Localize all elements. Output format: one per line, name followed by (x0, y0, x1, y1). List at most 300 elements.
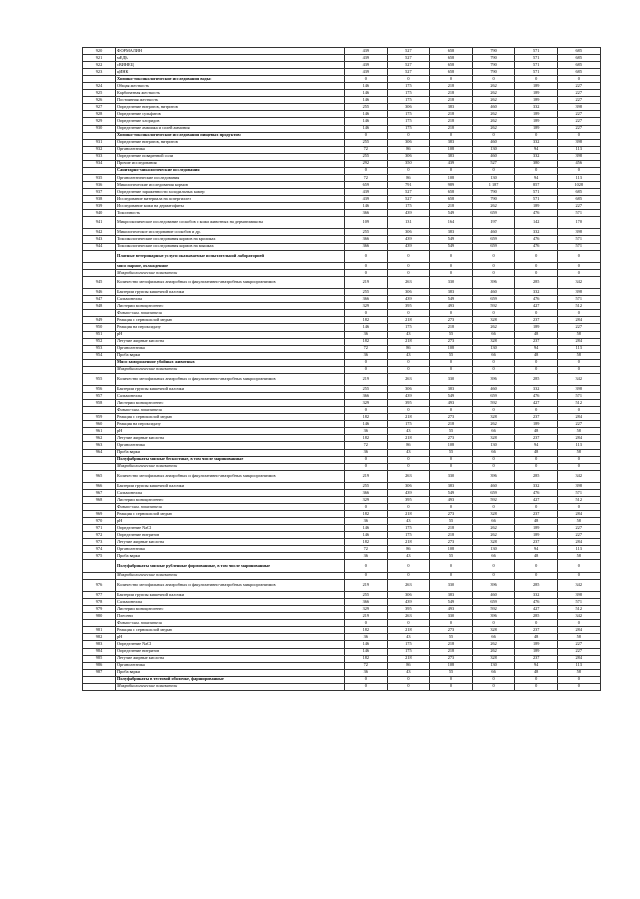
price-cell: 36 (345, 669, 388, 676)
price-cell: 383 (430, 482, 473, 489)
price-cell: 571 (515, 62, 558, 69)
price-cell: 1028 (557, 181, 600, 188)
price-cell: 0 (557, 456, 600, 463)
price-cell: 0 (345, 560, 388, 572)
price-cell: 0 (557, 620, 600, 627)
table-row (83, 195, 601, 202)
price-cell: 0 (515, 407, 558, 414)
price-cell: 549 (430, 296, 473, 303)
price-cell: 0 (557, 167, 600, 174)
price-cell: 48 (515, 669, 558, 676)
price-cell: 237 (515, 539, 558, 546)
service-name-cell: Реакция с сернокислой медью (116, 627, 345, 634)
price-cell: 146 (345, 203, 388, 210)
price-cell: 0 (472, 366, 515, 373)
price-cell: 227 (557, 125, 600, 132)
row-number-cell: 960 (83, 421, 116, 428)
price-cell: 328 (472, 338, 515, 345)
price-cell: 332 (515, 289, 558, 296)
price-cell: 0 (387, 504, 430, 511)
table-row (83, 345, 601, 352)
price-cell: 113 (557, 662, 600, 669)
price-cell: 685 (557, 62, 600, 69)
price-cell: 55 (430, 449, 473, 456)
row-number-cell (83, 250, 116, 262)
price-cell: 182 (345, 317, 388, 324)
row-number-cell: 981 (83, 627, 116, 634)
price-cell: 685 (557, 48, 600, 55)
price-cell: 189 (515, 421, 558, 428)
row-number-cell: 936 (83, 181, 116, 188)
price-cell: 113 (557, 174, 600, 181)
price-cell: 383 (430, 139, 473, 146)
table-row (83, 470, 601, 482)
price-cell: 571 (515, 48, 558, 55)
row-number-cell: 921 (83, 55, 116, 62)
service-name-cell: Проба варки (116, 553, 345, 560)
table-row (83, 497, 601, 504)
price-cell: 342 (557, 470, 600, 482)
price-cell: 0 (345, 132, 388, 139)
price-cell: 0 (430, 463, 473, 470)
price-cell: 94 (515, 442, 558, 449)
price-cell: 255 (345, 229, 388, 236)
price-cell: 306 (387, 229, 430, 236)
price-cell: 0 (345, 572, 388, 579)
table-row (83, 83, 601, 90)
row-number-cell: 977 (83, 592, 116, 599)
price-cell: 189 (515, 525, 558, 532)
price-cell: 146 (345, 83, 388, 90)
price-cell: 0 (515, 560, 558, 572)
price-cell: 36 (345, 449, 388, 456)
table-row (83, 641, 601, 648)
price-cell: 219 (345, 613, 388, 620)
price-cell: 72 (345, 662, 388, 669)
service-name-cell: Органолептика (116, 345, 345, 352)
price-cell: 366 (345, 243, 388, 250)
price-cell: 306 (387, 386, 430, 393)
price-cell: 366 (345, 210, 388, 217)
price-cell: 439 (387, 490, 430, 497)
price-cell: 330 (430, 276, 473, 288)
price-cell: 0 (345, 359, 388, 366)
price-cell: 0 (557, 250, 600, 262)
price-cell: 0 (345, 269, 388, 276)
price-cell: 218 (430, 525, 473, 532)
row-number-cell: 957 (83, 393, 116, 400)
price-cell: 262 (472, 532, 515, 539)
price-cell: 398 (557, 104, 600, 111)
price-cell: 0 (472, 76, 515, 83)
price-cell: 0 (345, 262, 388, 269)
price-cell: 0 (557, 269, 600, 276)
price-cell: 659 (345, 181, 388, 188)
table-row (83, 560, 601, 572)
price-cell: 218 (430, 532, 473, 539)
price-cell: 72 (345, 546, 388, 553)
price-cell: 108 (430, 146, 473, 153)
price-cell: 0 (430, 250, 473, 262)
price-cell: 86 (387, 662, 430, 669)
table-row (83, 310, 601, 317)
service-name-cell: Листерии моноцитогенес (116, 400, 345, 407)
price-cell: 342 (557, 373, 600, 385)
price-cell: 659 (472, 490, 515, 497)
price-cell: 86 (387, 442, 430, 449)
price-cell: 146 (345, 648, 388, 655)
price-cell: 218 (430, 83, 473, 90)
price-cell: 43 (387, 352, 430, 359)
price-cell: 571 (557, 243, 600, 250)
table-row (83, 592, 601, 599)
row-number-cell: 938 (83, 195, 116, 202)
price-cell: 48 (515, 553, 558, 560)
row-number-cell: 925 (83, 90, 116, 97)
price-cell: 218 (430, 90, 473, 97)
price-cell: 227 (557, 203, 600, 210)
price-cell: 0 (472, 359, 515, 366)
price-cell: 66 (472, 669, 515, 676)
price-cell: 146 (345, 125, 388, 132)
table-row (83, 449, 601, 456)
price-cell: 658 (430, 48, 473, 55)
price-cell: 262 (472, 203, 515, 210)
price-cell: 685 (557, 69, 600, 76)
price-cell: 227 (557, 111, 600, 118)
row-number-cell: 920 (83, 48, 116, 55)
table-row (83, 662, 601, 669)
table-row (83, 97, 601, 104)
price-cell: 189 (515, 641, 558, 648)
price-cell: 0 (387, 683, 430, 690)
price-cell: 86 (387, 146, 430, 153)
price-cell: 0 (472, 560, 515, 572)
row-number-cell (83, 572, 116, 579)
price-cell: 218 (387, 414, 430, 421)
row-number-cell: 937 (83, 188, 116, 195)
price-cell: 0 (557, 76, 600, 83)
price-cell: 306 (387, 153, 430, 160)
price-cell: 55 (430, 428, 473, 435)
price-cell: 790 (472, 55, 515, 62)
service-name-cell: Токсикологические исследования кормов на кроликах (116, 236, 345, 243)
price-cell: 332 (515, 592, 558, 599)
table-row (83, 296, 601, 303)
price-cell: 0 (387, 359, 430, 366)
price-cell: 219 (345, 470, 388, 482)
row-number-cell (83, 269, 116, 276)
table-row (83, 132, 601, 139)
service-name-cell: Сальмонеллы (116, 490, 345, 497)
price-cell: 218 (430, 203, 473, 210)
price-cell: 262 (472, 641, 515, 648)
service-name-cell: pH (116, 634, 345, 641)
price-cell: 218 (387, 627, 430, 634)
table-row (83, 634, 601, 641)
table-row (83, 69, 601, 76)
price-cell: 366 (345, 236, 388, 243)
price-cell: 0 (345, 76, 388, 83)
price-list-page (82, 47, 600, 691)
row-number-cell: 942 (83, 229, 116, 236)
service-name-cell: Определение NaCl (116, 641, 345, 648)
price-cell: 43 (387, 518, 430, 525)
price-cell: 113 (557, 442, 600, 449)
price-cell: 284 (557, 317, 600, 324)
row-number-cell: 928 (83, 111, 116, 118)
price-cell: 685 (557, 55, 600, 62)
price-cell: 332 (515, 482, 558, 489)
price-cell: 0 (430, 504, 473, 511)
price-cell: 396 (472, 373, 515, 385)
table-row (83, 463, 601, 470)
price-cell: 43 (387, 428, 430, 435)
row-number-cell (83, 676, 116, 683)
table-row (83, 606, 601, 613)
service-name-cell: Определение зараженности холодильных камер (116, 188, 345, 195)
service-name-cell: Плесени (116, 613, 345, 620)
price-cell: 398 (557, 289, 600, 296)
price-cell: 55 (430, 518, 473, 525)
service-name-cell: цИНК (116, 69, 345, 76)
price-cell: 218 (387, 317, 430, 324)
price-cell: 0 (515, 366, 558, 373)
price-cell: 255 (345, 482, 388, 489)
price-cell: 592 (472, 606, 515, 613)
row-number-cell: 930 (83, 125, 116, 132)
price-cell: 330 (430, 613, 473, 620)
table-row (83, 655, 601, 662)
price-cell: 439 (387, 393, 430, 400)
price-cell: 66 (472, 428, 515, 435)
row-number-cell: 973 (83, 539, 116, 546)
price-cell: 383 (430, 592, 473, 599)
table-row (83, 546, 601, 553)
price-cell: 329 (345, 497, 388, 504)
table-row (83, 324, 601, 331)
price-cell: 182 (345, 539, 388, 546)
price-cell: 175 (387, 648, 430, 655)
price-cell: 0 (515, 620, 558, 627)
price-cell: 284 (557, 435, 600, 442)
row-number-cell (83, 456, 116, 463)
price-cell: 857 (515, 181, 558, 188)
price-cell: 36 (345, 553, 388, 560)
service-name-cell: Исследование кожи на дерматофиты (116, 203, 345, 210)
price-cell: 658 (430, 55, 473, 62)
price-cell: 182 (345, 414, 388, 421)
table-row (83, 525, 601, 532)
price-table (82, 47, 601, 691)
price-cell: 237 (515, 317, 558, 324)
service-name-cell: Полуфабрикаты мясные бескостные, в том числе маринованные (116, 456, 345, 463)
price-cell: 476 (515, 236, 558, 243)
price-cell: 571 (557, 393, 600, 400)
row-number-cell: 976 (83, 579, 116, 591)
price-cell: 263 (387, 276, 430, 288)
table-row (83, 250, 601, 262)
price-cell: 427 (515, 303, 558, 310)
price-cell: 189 (515, 83, 558, 90)
price-cell: 182 (345, 511, 388, 518)
price-cell: 0 (472, 683, 515, 690)
row-number-cell: 968 (83, 497, 116, 504)
price-cell: 197 (472, 217, 515, 229)
service-name-cell: Органолептика (116, 546, 345, 553)
table-row (83, 139, 601, 146)
price-cell: 493 (430, 400, 473, 407)
price-cell: 396 (472, 579, 515, 591)
price-cell: 460 (472, 592, 515, 599)
price-cell: 0 (515, 132, 558, 139)
price-cell: 227 (557, 324, 600, 331)
price-cell: 527 (387, 195, 430, 202)
price-cell: 456 (557, 160, 600, 167)
price-cell: 439 (345, 195, 388, 202)
price-cell: 146 (345, 324, 388, 331)
price-cell: 0 (472, 407, 515, 414)
table-row (83, 669, 601, 676)
price-cell: 86 (387, 546, 430, 553)
price-cell: 227 (557, 641, 600, 648)
price-cell: 55 (430, 669, 473, 676)
table-row (83, 269, 601, 276)
price-cell: 512 (557, 303, 600, 310)
price-cell: 0 (387, 366, 430, 373)
price-cell: 285 (515, 613, 558, 620)
price-cell: 527 (387, 55, 430, 62)
service-name-cell: Общая жесткость (116, 83, 345, 90)
price-cell: 571 (557, 599, 600, 606)
price-cell: 0 (472, 504, 515, 511)
service-name-cell: Сальмонеллы (116, 599, 345, 606)
price-cell: 218 (387, 655, 430, 662)
service-name-cell: Химико-токсикологические исследования пищевых продуктов: (116, 132, 345, 139)
service-name-cell: Мясо замороженное убойных животных (116, 359, 345, 366)
table-row (83, 338, 601, 345)
price-cell: 237 (515, 435, 558, 442)
price-cell: 227 (557, 90, 600, 97)
table-row (83, 613, 601, 620)
service-name-cell: Микроскопическое исследование соскобов с кожи животных на дерматомикозы (116, 217, 345, 229)
price-cell: 255 (345, 386, 388, 393)
row-number-cell: 941 (83, 217, 116, 229)
price-cell: 0 (345, 463, 388, 470)
price-cell: 0 (430, 167, 473, 174)
service-name-cell: Определение хлоридов (116, 118, 345, 125)
price-cell: 0 (430, 683, 473, 690)
row-number-cell: 972 (83, 532, 116, 539)
price-cell: 284 (557, 627, 600, 634)
price-cell: 332 (515, 153, 558, 160)
price-cell: 175 (387, 641, 430, 648)
service-name-cell: Полуфабрикаты мясные рубленные формованные, в том числе маринованные (116, 560, 345, 572)
service-name-cell: Определение поваренной соли (116, 153, 345, 160)
price-cell: 0 (557, 132, 600, 139)
row-number-cell (83, 560, 116, 572)
price-cell: 58 (557, 669, 600, 676)
table-row (83, 153, 601, 160)
price-cell: 0 (515, 676, 558, 683)
service-name-cell: Определение нитратов, нитритов (116, 104, 345, 111)
price-cell: 175 (387, 118, 430, 125)
price-cell: 189 (515, 90, 558, 97)
row-number-cell: 983 (83, 641, 116, 648)
service-name-cell: pH (116, 518, 345, 525)
price-cell: 146 (345, 525, 388, 532)
price-cell: 342 (557, 613, 600, 620)
price-cell: 113 (557, 546, 600, 553)
price-cell: 262 (472, 90, 515, 97)
table-row (83, 55, 601, 62)
price-cell: 175 (387, 125, 430, 132)
price-cell: 218 (387, 435, 430, 442)
price-cell: 0 (430, 269, 473, 276)
price-cell: 0 (430, 620, 473, 627)
price-cell: 0 (557, 676, 600, 683)
price-cell: 113 (557, 345, 600, 352)
price-cell: 330 (430, 579, 473, 591)
price-cell: 383 (430, 104, 473, 111)
price-cell: 72 (345, 345, 388, 352)
price-cell: 175 (387, 90, 430, 97)
row-number-cell: 934 (83, 160, 116, 167)
price-cell: 48 (515, 449, 558, 456)
price-cell: 0 (515, 463, 558, 470)
price-cell: 685 (557, 195, 600, 202)
table-row (83, 303, 601, 310)
price-cell: 227 (557, 525, 600, 532)
table-row (83, 160, 601, 167)
price-cell: 659 (472, 236, 515, 243)
row-number-cell: 985 (83, 655, 116, 662)
price-cell: 0 (472, 269, 515, 276)
price-cell: 108 (430, 662, 473, 669)
row-number-cell: 935 (83, 174, 116, 181)
price-cell: 72 (345, 442, 388, 449)
price-cell: 0 (387, 456, 430, 463)
service-name-cell: Полуфабрикаты в тестовой оболочке, фаршированные (116, 676, 345, 683)
service-name-cell: Реакция с сернокислой медью (116, 414, 345, 421)
price-cell: 571 (515, 188, 558, 195)
price-cell: 72 (345, 174, 388, 181)
price-cell: 273 (430, 655, 473, 662)
price-cell: 306 (387, 104, 430, 111)
price-cell: 439 (430, 160, 473, 167)
price-cell: 48 (515, 352, 558, 359)
price-cell: 66 (472, 553, 515, 560)
price-cell: 66 (472, 518, 515, 525)
price-cell: 527 (472, 160, 515, 167)
service-name-cell: Физико-хим. показатели (116, 310, 345, 317)
price-cell: 0 (430, 456, 473, 463)
price-cell: 476 (515, 296, 558, 303)
service-name-cell: Платные ветеринарные услуги оказываемые испытательной лабораторией (116, 250, 345, 262)
table-row (83, 352, 601, 359)
price-cell: 592 (472, 400, 515, 407)
price-cell: 227 (557, 118, 600, 125)
price-cell: 0 (515, 683, 558, 690)
row-number-cell (83, 76, 116, 83)
table-row (83, 683, 601, 690)
price-cell: 263 (387, 579, 430, 591)
price-cell: 130 (472, 662, 515, 669)
price-cell: 36 (345, 428, 388, 435)
price-cell: 0 (472, 262, 515, 269)
price-cell: 790 (472, 48, 515, 55)
price-cell: 427 (515, 606, 558, 613)
